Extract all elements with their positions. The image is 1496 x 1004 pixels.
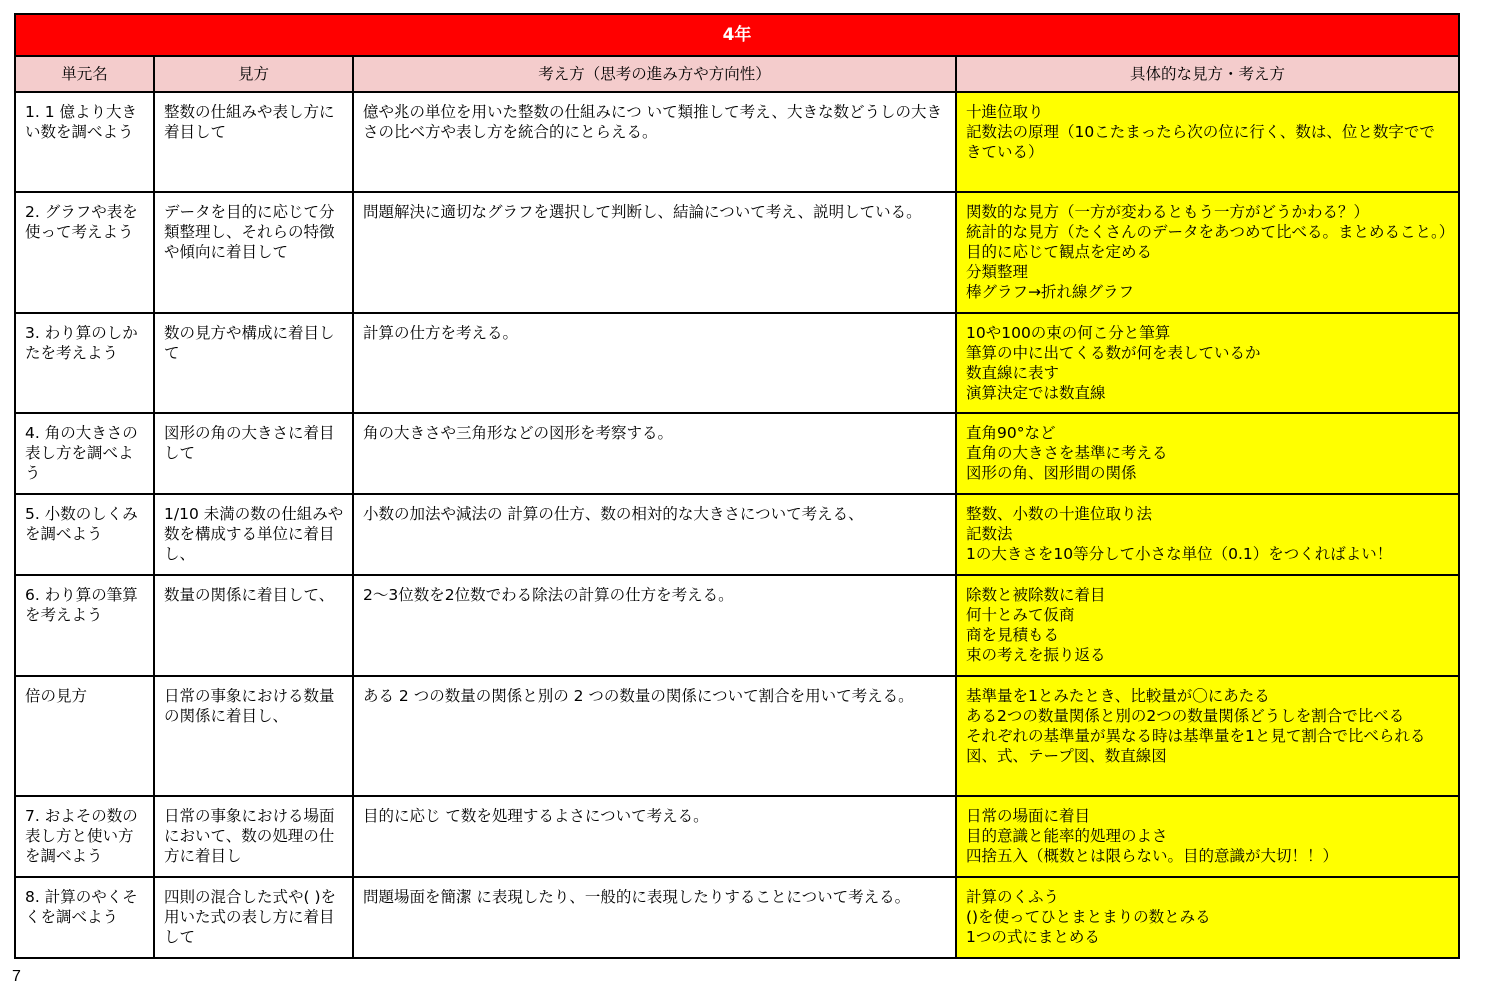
- concrete-line: 除数と被除数に着目: [966, 586, 1106, 604]
- unit-cell: 5. 小数のしくみを調べよう: [15, 494, 154, 575]
- thinking-cell: 億や兆の単位を用いた整数の仕組みにつ いて類推して考え、大きな数どうしの大きさの比べ方や表し方を統合的にとらえる。: [353, 92, 956, 192]
- concrete-line: 基準量を1とみたとき、比較量が〇にあたる: [966, 687, 1270, 705]
- concrete-cell: [956, 676, 1459, 796]
- table-row: [15, 192, 1459, 313]
- unit-cell: 倍の見方: [15, 676, 154, 796]
- concrete-line: ある2つの数量関係と別の2つの数量関係どうしを割合で比べる: [966, 707, 1405, 725]
- concrete-line: 図、式、テープ図、数直線図: [966, 747, 1167, 765]
- grade-title-row: [15, 14, 1459, 56]
- header-thinking: 考え方（思考の進み方や方向性）: [353, 56, 956, 92]
- concrete-cell: [956, 313, 1459, 413]
- unit-cell: 2. グラフや表を使って考えよう: [15, 192, 154, 313]
- view-cell: 整数の仕組みや表し方に着目して: [154, 92, 353, 192]
- concrete-line: それぞれの基準量が異なる時は基準量を1と見て割合で比べられる: [966, 727, 1426, 745]
- concrete-cell: [956, 575, 1459, 676]
- concrete-line: 棒グラフ→折れ線グラフ: [966, 283, 1134, 301]
- concrete-line: 直角90°など: [966, 424, 1056, 442]
- concrete-line: 統計的な見方（たくさんのデータをあつめて比べる。まとめること。）: [966, 223, 1455, 241]
- column-header-row: [15, 56, 1459, 92]
- concrete-line: 何十とみて仮商: [966, 606, 1075, 624]
- concrete-line: 目的意識と能率的処理のよさ: [966, 827, 1168, 845]
- concrete-cell: [956, 192, 1459, 313]
- concrete-line: 1つの式にまとめる: [966, 928, 1100, 946]
- view-cell: 数の見方や構成に着目して: [154, 313, 353, 413]
- table-row: [15, 877, 1459, 958]
- view-cell: データを目的に応じて分類整理し、それらの特徴や傾向に着目して: [154, 192, 353, 313]
- concrete-line: ()を使ってひとまとまりの数とみる: [966, 908, 1211, 926]
- viewpoint-table: [14, 13, 1460, 959]
- thinking-cell: ある 2 つの数量の関係と別の 2 つの数量の関係について割合を用いて考える。: [353, 676, 956, 796]
- view-cell: 数量の関係に着目して、: [154, 575, 353, 676]
- concrete-line: 図形の角、図形間の関係: [966, 464, 1137, 482]
- view-cell: 日常の事象における場面において、数の処理の仕方に着目し: [154, 796, 353, 877]
- concrete-line: 四捨五入（概数とは限らない。目的意識が大切！！）: [966, 847, 1339, 865]
- header-view: 見方: [154, 56, 353, 92]
- unit-cell: 7. およその数の表し方と使い方を調べよう: [15, 796, 154, 877]
- table-row: [15, 676, 1459, 796]
- concrete-cell: [956, 877, 1459, 958]
- page-number: 7: [12, 968, 21, 985]
- concrete-line: 目的に応じて観点を定める: [966, 243, 1153, 261]
- view-cell: 四則の混合した式や( )を用いた式の表し方に着目して: [154, 877, 353, 958]
- grade-title: 4年: [15, 14, 1459, 56]
- concrete-line: 記数法の原理（10こたまったら次の位に行く、数は、位と数字でできている）: [966, 123, 1435, 161]
- concrete-line: 計算のくふう: [966, 888, 1060, 906]
- concrete-line: 記数法: [966, 525, 1013, 543]
- concrete-line: 1の大きさを10等分して小さな単位（0.1）をつくればよい！: [966, 545, 1393, 563]
- thinking-cell: 問題場面を簡潔 に表現したり、一般的に表現したりすることについて考える。: [353, 877, 956, 958]
- concrete-cell: [956, 494, 1459, 575]
- header-concrete: 具体的な見方・考え方: [956, 56, 1459, 92]
- concrete-line: 商を見積もる: [966, 626, 1060, 644]
- view-cell: 1/10 未満の数の仕組みや数を構成する単位に着目し、: [154, 494, 353, 575]
- view-cell: 図形の角の大きさに着目して: [154, 413, 353, 494]
- concrete-line: 数直線に表す: [966, 364, 1060, 382]
- concrete-cell: [956, 92, 1459, 192]
- concrete-line: 束の考えを振り返る: [966, 646, 1106, 664]
- concrete-line: 関数的な見方（一方が変わるともう一方がどうかわる？）: [966, 203, 1370, 221]
- unit-cell: 1. 1 億より大きい数を調べよう: [15, 92, 154, 192]
- table-row: [15, 313, 1459, 413]
- concrete-line: 10や100の束の何こ分と筆算: [966, 324, 1171, 342]
- thinking-cell: 角の大きさや三角形などの図形を考察する。: [353, 413, 956, 494]
- thinking-cell: 計算の仕方を考える。: [353, 313, 956, 413]
- table-row: [15, 494, 1459, 575]
- concrete-line: 日常の場面に着目: [966, 807, 1091, 825]
- header-unit: 単元名: [15, 56, 154, 92]
- thinking-cell: 2～3位数を2位数でわる除法の計算の仕方を考える。: [353, 575, 956, 676]
- unit-cell: 3. わり算のしかたを考えよう: [15, 313, 154, 413]
- thinking-cell: 問題解決に適切なグラフを選択して判断し、結論について考え、説明している。: [353, 192, 956, 313]
- concrete-line: 十進位取り: [966, 103, 1044, 121]
- unit-cell: 4. 角の大きさの表し方を調べよう: [15, 413, 154, 494]
- concrete-line: 直角の大きさを基準に考える: [966, 444, 1168, 462]
- thinking-cell: 小数の加法や減法の 計算の仕方、数の相対的な大きさについて考える、: [353, 494, 956, 575]
- table-row: [15, 796, 1459, 877]
- concrete-cell: [956, 796, 1459, 877]
- table-row: [15, 92, 1459, 192]
- concrete-cell: [956, 413, 1459, 494]
- table-row: [15, 413, 1459, 494]
- thinking-cell: 目的に応じ て数を処理するよさについて考える。: [353, 796, 956, 877]
- unit-cell: 6. わり算の筆算を考えよう: [15, 575, 154, 676]
- concrete-line: 演算決定では数直線: [966, 384, 1106, 402]
- table-row: [15, 575, 1459, 676]
- view-cell: 日常の事象における数量の関係に着目し、: [154, 676, 353, 796]
- concrete-line: 分類整理: [966, 263, 1029, 281]
- unit-cell: 8. 計算のやくそくを調べよう: [15, 877, 154, 958]
- concrete-line: 整数、小数の十進位取り法: [966, 505, 1153, 523]
- concrete-line: 筆算の中に出てくる数が何を表しているか: [966, 344, 1261, 362]
